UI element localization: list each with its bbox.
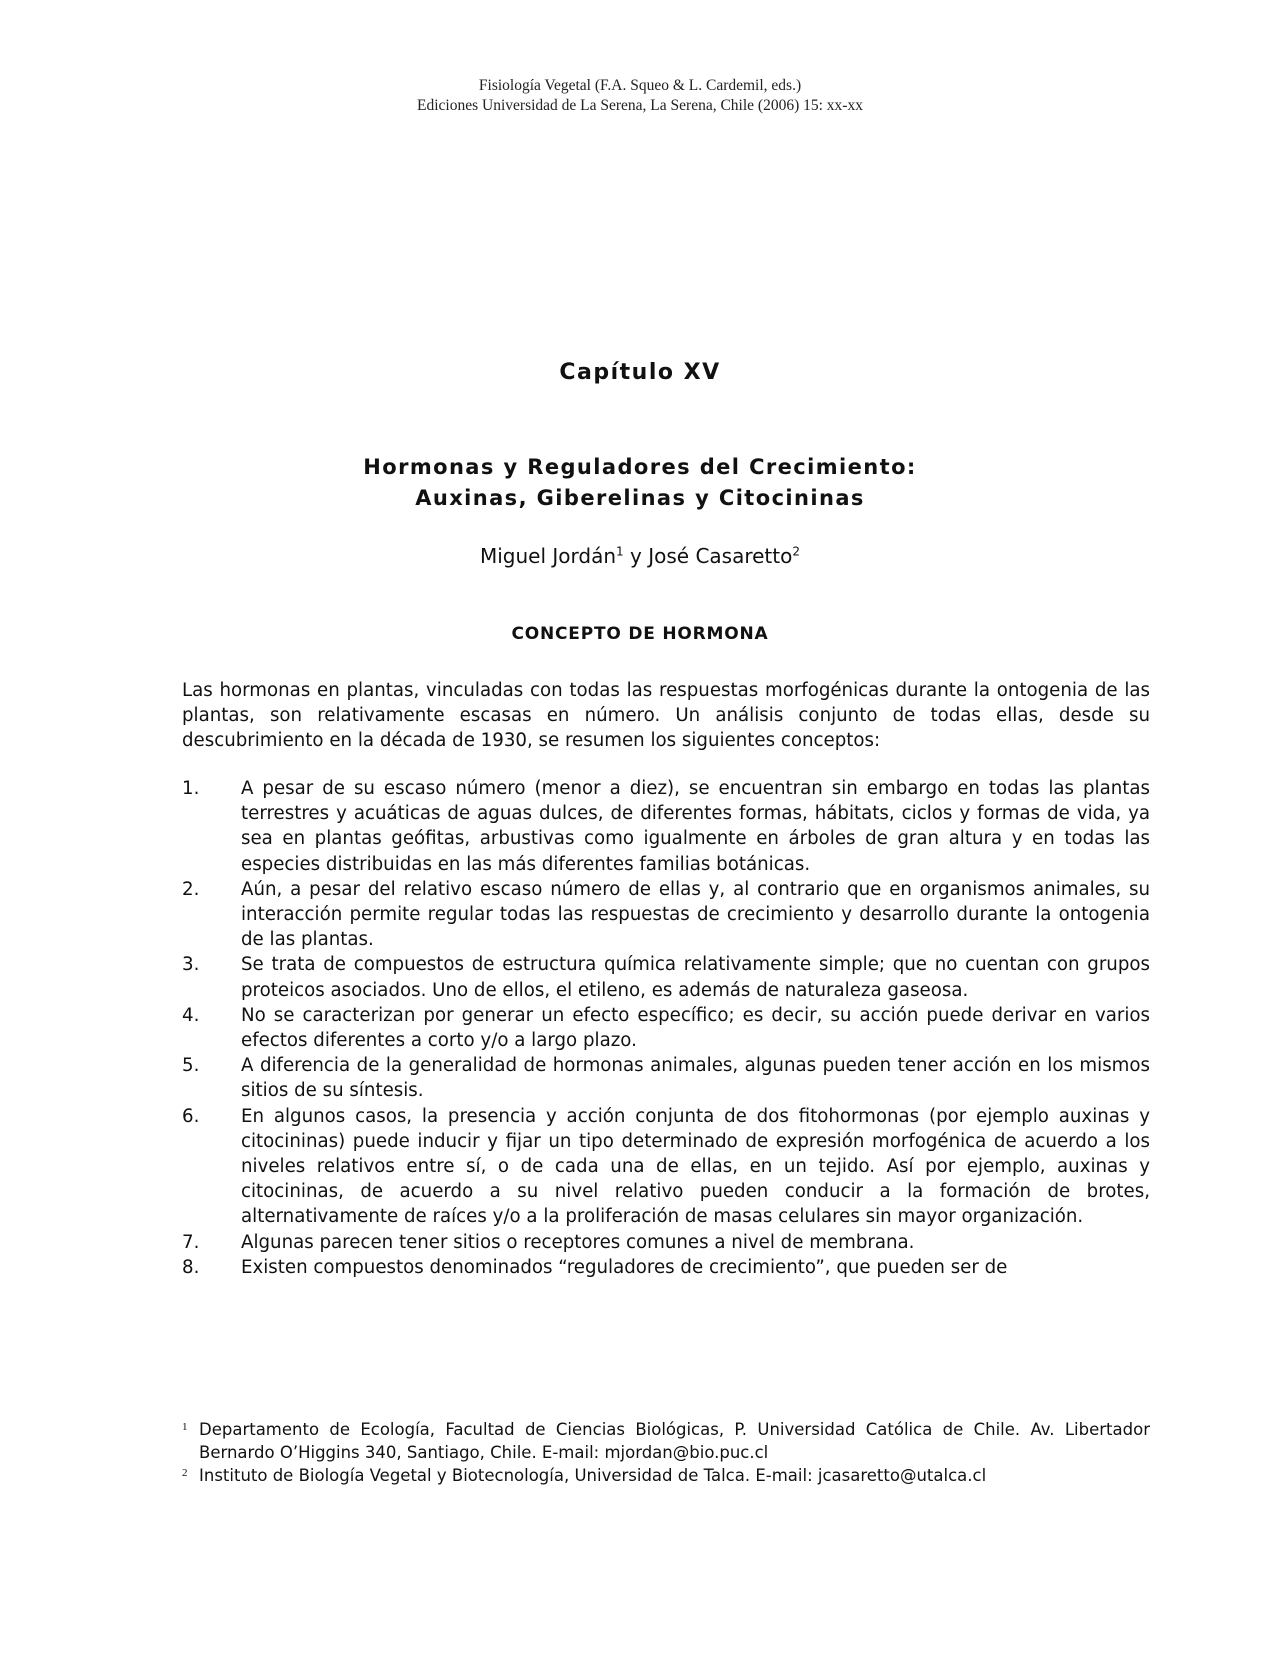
list-item-number: 4. bbox=[182, 1004, 200, 1026]
header-line-1: Fisiología Vegetal (F.A. Squeo & L. Cardemil, eds.) bbox=[478, 77, 802, 94]
list-item-number: 3. bbox=[182, 954, 200, 976]
list-item-text: Algunas parecen tener sitios o receptores comunes a nivel de membrana. bbox=[241, 1231, 915, 1253]
list-item bbox=[182, 776, 1150, 877]
list-item bbox=[182, 952, 1150, 1002]
list-item-number: 2. bbox=[182, 878, 200, 900]
list-item-text: A diferencia de la generalidad de hormonas animales, algunas pueden tener acción en los mismos sitios de su síntesis. bbox=[241, 1055, 1150, 1102]
list-item bbox=[182, 1230, 1150, 1255]
footnotes bbox=[182, 1418, 1150, 1487]
chapter-label: Capítulo XV bbox=[559, 360, 721, 385]
title-line-2: Auxinas, Giberelinas y Citocininas bbox=[415, 486, 865, 510]
list-item-text: No se caracterizan por generar un efecto específico; es decir, su acción puede derivar en varios efectos diferentes a corto y/o a largo plazo. bbox=[241, 1004, 1150, 1052]
list-item-number: 8. bbox=[182, 1256, 200, 1278]
list-item-text: Se trata de compuestos de estructura química relativamente simple; que no cuentan con grupos proteicos asociados. Uno de ellos, el etileno, es además de naturaleza gaseosa. bbox=[241, 954, 1150, 1001]
list-item bbox=[182, 1255, 1150, 1280]
footnote-text: Instituto de Biología Vegetal y Biotecnología, Universidad de Talca. E-mail: jcasaretto@utalca.cl bbox=[199, 1466, 987, 1485]
footnote-mark: 2 bbox=[182, 1467, 188, 1479]
footnote-mark: 1 bbox=[182, 1421, 188, 1433]
list-item-text: En algunos casos, la presencia y acción conjunta de dos fitohormonas (por ejemplo auxinas y citocininas) puede inducir y fijar un tipo determinado de expresión morfogénica de acuerdo a los niveles relativos entre sí, o de cada una de ellas, en un tejido. Así por ejemplo, auxinas y citocininas, de acuerdo a su nivel relativo pueden conducir a la formación de brotes, alternativamente de raíces y/o a la proliferación de masas celulares sin mayor organización. bbox=[241, 1105, 1150, 1228]
author-1-affiliation-mark: 1 bbox=[616, 544, 624, 559]
list-item-number: 1. bbox=[182, 778, 200, 799]
list-item-number: 7. bbox=[182, 1231, 200, 1253]
concept-list bbox=[182, 776, 1150, 1280]
intro-paragraph: Las hormonas en plantas, vinculadas con todas las respuestas morfogénicas durante la ontogenia de las plantas, son relativamente escasas en número. Un análisis conjunto de todas ellas, desde su descubrimiento en la década de 1930, se resumen los siguientes conceptos: bbox=[182, 680, 1150, 752]
list-item-number: 6. bbox=[182, 1105, 200, 1127]
author-2: José Casaretto bbox=[648, 544, 793, 568]
list-item bbox=[182, 1053, 1150, 1103]
list-item-number: 5. bbox=[182, 1055, 200, 1077]
running-header bbox=[0, 76, 1280, 116]
footnote-text: Departamento de Ecología, Facultad de Ciencias Biológicas, P. Universidad Católica de Chile. Av. Libertador Bernardo O’Higgins 340, Santiago, Chile. E-mail: mjordan@bio.puc.cl bbox=[199, 1420, 1150, 1462]
list-item-text: Aún, a pesar del relativo escaso número de ellas y, al contrario que en organismos animales, su interacción permite regular todas las respuestas de crecimiento y desarrollo durante la ontogenia de las plantas. bbox=[241, 878, 1150, 951]
list-item bbox=[182, 1104, 1150, 1230]
footnote bbox=[182, 1418, 1150, 1464]
list-item bbox=[182, 1003, 1150, 1053]
list-item bbox=[182, 877, 1150, 953]
author-1: Miguel Jordán bbox=[479, 544, 617, 568]
footnote bbox=[182, 1464, 1150, 1487]
author-2-affiliation-mark: 2 bbox=[792, 544, 800, 559]
title-line-1: Hormonas y Reguladores del Crecimiento: bbox=[363, 455, 917, 479]
author-connector: y bbox=[623, 544, 649, 568]
chapter-title bbox=[0, 452, 1280, 514]
section-heading: CONCEPTO DE HORMONA bbox=[511, 624, 769, 644]
list-item-text: Existen compuestos denominados “reguladores de crecimiento”, que pueden ser de bbox=[241, 1256, 1008, 1278]
authors bbox=[0, 544, 1280, 568]
header-line-2: Ediciones Universidad de La Serena, La Serena, Chile (2006) 15: xx-xx bbox=[417, 97, 863, 114]
list-item-text: A pesar de su escaso número (menor a diez), se encuentran sin embargo en todas las plantas terrestres y acuáticas de aguas dulces, de diferentes formas, hábitats, ciclos y formas de vida, ya sea en plantas geófitas, arbustivas como igualmente en árboles de gran altura y en todas las especies distribuidas en las más diferentes familias botánicas. bbox=[241, 778, 1150, 875]
